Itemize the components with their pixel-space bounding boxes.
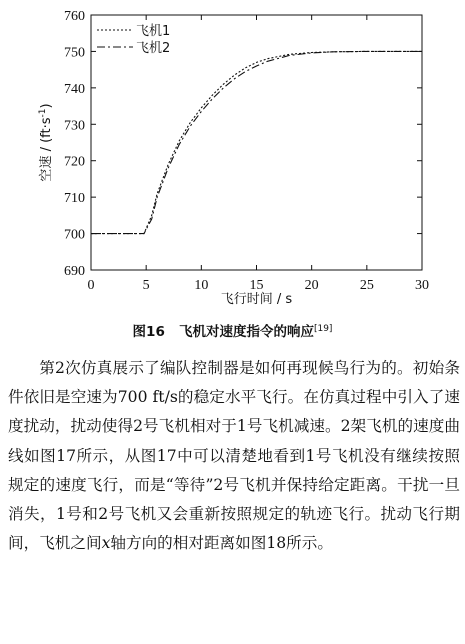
y-tick-label: 710 <box>64 191 85 207</box>
x-tick-label: 20 <box>304 278 319 293</box>
speed-response-chart <box>0 0 465 320</box>
x-tick-label: 10 <box>194 278 209 293</box>
y-tick-label: 700 <box>64 227 85 243</box>
axis-variable: x <box>101 534 111 553</box>
y-tick-label: 760 <box>64 9 85 24</box>
figure <box>0 0 465 320</box>
y-tick-label: 720 <box>64 154 85 170</box>
y-tick-label: 750 <box>64 45 85 61</box>
x-axis-label: 飞行时间 / s <box>220 292 293 307</box>
y-tick-label: 730 <box>64 118 85 134</box>
y-tick-label: 690 <box>64 264 85 279</box>
caption-title: 飞机对速度指令的响应 <box>178 324 314 340</box>
series-line-1 <box>91 51 422 233</box>
x-tick-label: 5 <box>142 278 150 293</box>
x-tick-label: 15 <box>249 278 264 293</box>
series-line-2 <box>91 51 422 233</box>
caption-label: 图16 <box>132 324 165 340</box>
caption-reference: [19] <box>313 324 333 334</box>
legend-label-1: 飞机1 <box>136 24 171 39</box>
legend-label-2: 飞机2 <box>136 41 171 56</box>
x-tick-label: 30 <box>415 278 429 293</box>
body-text-part2: 轴方向的相对距离如图18所示。 <box>110 534 333 553</box>
figure-caption <box>0 320 465 340</box>
body-text-part1: 第2次仿真展示了编队控制器是如何再现候鸟行为的。初始条件依旧是空速为700 ft/s的稳定水平飞行。在仿真过程中引入了速度扰动，扰动使得2号飞机相对于1号飞机减速。2架飞机的速度曲线如图17所示，从图17中可以清楚地看到1号飞机没有继续按照规定的速度飞行，而是“等待”2号飞机并保持给定距离。干扰一旦消失，1号和2号飞机又会重新按照规定的轨迹飞行。扰动飞行期间，飞机之间 <box>8 359 460 553</box>
body-paragraph <box>8 354 460 558</box>
y-tick-label: 740 <box>64 81 85 97</box>
x-tick-label: 25 <box>359 278 374 293</box>
y-axis-label: 空速 / $(ft\cdot s^{-1})$ <box>38 103 54 182</box>
x-tick-label: 0 <box>87 278 95 293</box>
